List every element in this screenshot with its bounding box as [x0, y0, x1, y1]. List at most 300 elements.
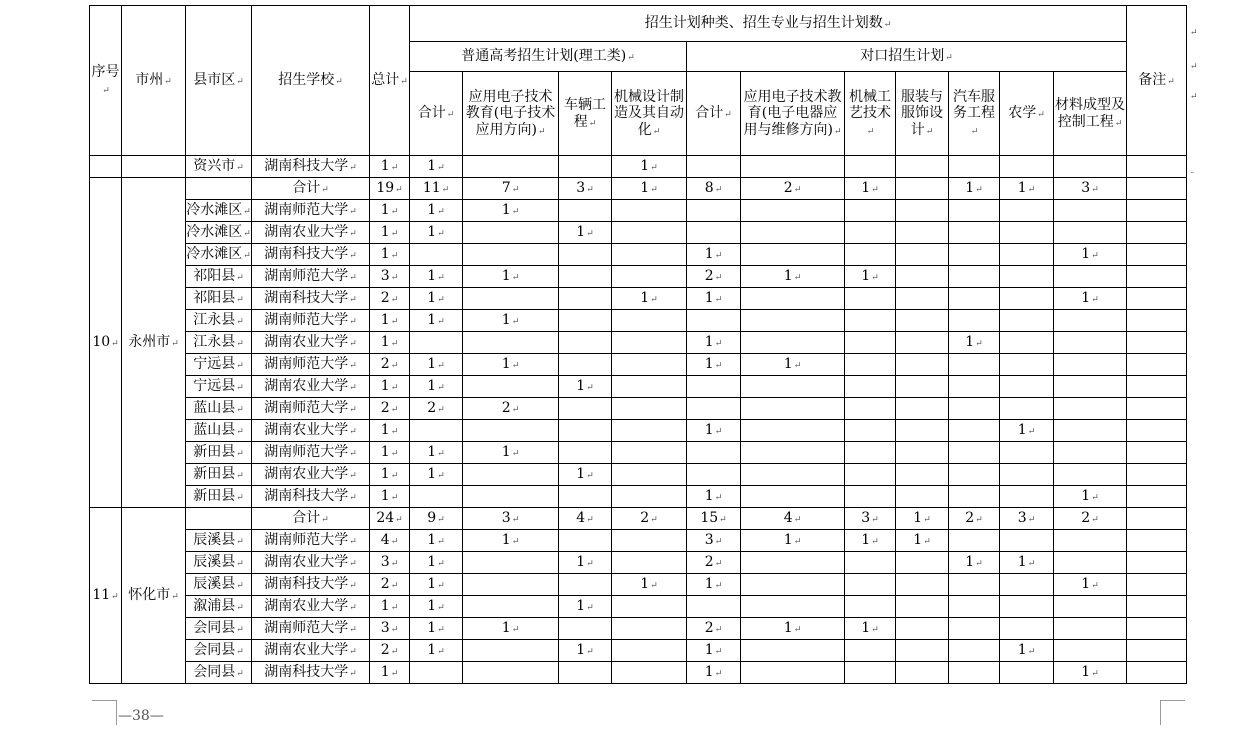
regular-plan-cell	[559, 332, 612, 354]
vocational-plan-cell	[949, 244, 1000, 266]
school-cell: 湖南农业大学 ↵	[252, 596, 370, 618]
table-row	[90, 332, 1187, 354]
vocational-plan-cell	[845, 200, 896, 222]
vocational-plan-cell	[1054, 640, 1127, 662]
vocational-plan-cell: 1 ↵	[687, 420, 741, 442]
vocational-plan-cell	[741, 486, 845, 508]
regular-plan-cell: 1 ↵	[463, 530, 559, 552]
regular-plan-cell: 1 ↵	[410, 442, 463, 464]
vocational-plan-cell	[896, 640, 949, 662]
table-row	[90, 464, 1187, 486]
vocational-plan-cell	[741, 552, 845, 574]
regular-plan-cell: 2 ↵	[463, 398, 559, 420]
vocational-plan-cell	[741, 376, 845, 398]
vocational-plan-cell: 1 ↵	[949, 332, 1000, 354]
regular-plan-cell: 2 ↵	[410, 398, 463, 420]
regular-plan-cell: 1 ↵	[463, 442, 559, 464]
regular-plan-cell: 1 ↵	[463, 618, 559, 640]
regular-plan-cell: 1 ↵	[410, 266, 463, 288]
header-regular-col: 车辆工程 ↵	[559, 72, 612, 156]
subtotal-label: 合计 ↵	[252, 178, 370, 200]
regular-plan-cell: 1 ↵	[410, 596, 463, 618]
vocational-plan-cell: 3 ↵	[1000, 508, 1054, 530]
regular-plan-cell	[612, 332, 687, 354]
regular-plan-cell	[559, 310, 612, 332]
regular-plan-cell: 3 ↵	[559, 178, 612, 200]
vocational-plan-cell: 4 ↵	[741, 508, 845, 530]
regular-plan-cell	[612, 442, 687, 464]
county-cell: 新田县 ↵	[186, 442, 252, 464]
vocational-plan-cell: 1 ↵	[1000, 178, 1054, 200]
county-cell: 会同县 ↵	[186, 618, 252, 640]
vocational-plan-cell	[687, 222, 741, 244]
remark-cell	[1127, 354, 1187, 376]
regular-plan-cell: 1 ↵	[410, 288, 463, 310]
vocational-plan-cell	[1054, 398, 1127, 420]
regular-plan-cell: 1 ↵	[559, 552, 612, 574]
header-index: 序号 ↵	[90, 6, 122, 156]
vocational-plan-cell	[741, 420, 845, 442]
vocational-plan-cell	[1054, 530, 1127, 552]
header-vocational-plan: 对口招生计划 ↵	[687, 42, 1127, 72]
regular-plan-cell	[559, 244, 612, 266]
header-vocational-col: 汽车服务工程 ↵	[949, 72, 1000, 156]
remark-cell	[1127, 178, 1187, 200]
regular-plan-cell: 11 ↵	[410, 178, 463, 200]
county-cell: 宁远县 ↵	[186, 376, 252, 398]
county-cell: 冷水滩区 ↵	[186, 200, 252, 222]
vocational-plan-cell	[1000, 288, 1054, 310]
total-cell: 2 ↵	[370, 288, 410, 310]
header-county: 县市区 ↵	[186, 6, 252, 156]
regular-plan-cell	[410, 332, 463, 354]
regular-plan-cell	[559, 288, 612, 310]
vocational-plan-cell: 1 ↵	[687, 662, 741, 684]
regular-plan-cell: 1 ↵	[410, 464, 463, 486]
vocational-plan-cell: 1 ↵	[1054, 662, 1127, 684]
vocational-plan-cell	[845, 596, 896, 618]
remark-cell	[1127, 552, 1187, 574]
total-cell: 1 ↵	[370, 596, 410, 618]
vocational-plan-cell: 1 ↵	[845, 178, 896, 200]
county-cell: 新田县 ↵	[186, 464, 252, 486]
vocational-plan-cell	[1054, 464, 1127, 486]
table-row	[90, 310, 1187, 332]
vocational-plan-cell	[949, 354, 1000, 376]
vocational-plan-cell	[741, 222, 845, 244]
vocational-plan-cell	[1000, 244, 1054, 266]
vocational-plan-cell	[1000, 574, 1054, 596]
regular-plan-cell: 1 ↵	[559, 376, 612, 398]
vocational-plan-cell	[845, 288, 896, 310]
vocational-plan-cell: 1 ↵	[741, 530, 845, 552]
vocational-plan-cell	[741, 200, 845, 222]
regular-plan-cell	[410, 420, 463, 442]
regular-plan-cell	[463, 464, 559, 486]
vocational-plan-cell	[741, 596, 845, 618]
header-vocational-col: 合计 ↵	[687, 72, 741, 156]
vocational-plan-cell	[1000, 530, 1054, 552]
regular-plan-cell	[612, 530, 687, 552]
table-row	[90, 376, 1187, 398]
vocational-plan-cell	[687, 200, 741, 222]
regular-plan-cell	[559, 618, 612, 640]
remark-cell	[1127, 464, 1187, 486]
regular-plan-cell	[463, 486, 559, 508]
vocational-plan-cell	[949, 574, 1000, 596]
regular-plan-cell	[612, 464, 687, 486]
regular-plan-cell	[559, 420, 612, 442]
vocational-plan-cell	[741, 574, 845, 596]
regular-plan-cell	[612, 244, 687, 266]
vocational-plan-cell: 1 ↵	[687, 574, 741, 596]
vocational-plan-cell	[949, 420, 1000, 442]
vocational-plan-cell	[896, 618, 949, 640]
regular-plan-cell	[612, 200, 687, 222]
vocational-plan-cell	[949, 662, 1000, 684]
vocational-plan-cell	[896, 200, 949, 222]
school-cell: 湖南农业大学 ↵	[252, 640, 370, 662]
vocational-plan-cell	[949, 596, 1000, 618]
table-row	[90, 640, 1187, 662]
vocational-plan-cell	[741, 464, 845, 486]
table-row	[90, 662, 1187, 684]
vocational-plan-cell: 1 ↵	[1054, 288, 1127, 310]
vocational-plan-cell: 1 ↵	[687, 288, 741, 310]
regular-plan-cell: 1 ↵	[410, 354, 463, 376]
vocational-plan-cell: 1 ↵	[1054, 244, 1127, 266]
regular-plan-cell: 1 ↵	[463, 266, 559, 288]
table-row	[90, 618, 1187, 640]
regular-plan-cell: 1 ↵	[612, 178, 687, 200]
vocational-plan-cell: 1 ↵	[1000, 420, 1054, 442]
regular-plan-cell	[463, 222, 559, 244]
vocational-plan-cell	[1000, 310, 1054, 332]
vocational-plan-cell	[896, 552, 949, 574]
city-cell	[122, 156, 186, 178]
vocational-plan-cell: 1 ↵	[896, 530, 949, 552]
regular-plan-cell: 9 ↵	[410, 508, 463, 530]
vocational-plan-cell	[896, 574, 949, 596]
vocational-plan-cell	[949, 486, 1000, 508]
vocational-plan-cell: 1 ↵	[687, 486, 741, 508]
vocational-plan-cell	[1054, 376, 1127, 398]
vocational-plan-cell: 15 ↵	[687, 508, 741, 530]
vocational-plan-cell	[896, 442, 949, 464]
vocational-plan-cell	[896, 662, 949, 684]
vocational-plan-cell	[741, 288, 845, 310]
remark-cell	[1127, 376, 1187, 398]
vocational-plan-cell	[1000, 618, 1054, 640]
remark-cell	[1127, 442, 1187, 464]
vocational-plan-cell	[896, 464, 949, 486]
vocational-plan-cell	[949, 200, 1000, 222]
table-row	[90, 200, 1187, 222]
regular-plan-cell	[559, 662, 612, 684]
county-cell: 溆浦县 ↵	[186, 596, 252, 618]
table-row	[90, 244, 1187, 266]
vocational-plan-cell: 1 ↵	[741, 354, 845, 376]
remark-cell	[1127, 574, 1187, 596]
header-regular-plan: 普通高考招生计划(理工类) ↵	[410, 42, 687, 72]
table-row	[90, 420, 1187, 442]
vocational-plan-cell	[687, 596, 741, 618]
vocational-plan-cell: 3 ↵	[845, 508, 896, 530]
page-number: —38—	[118, 708, 164, 724]
vocational-plan-cell	[687, 442, 741, 464]
total-cell: 1 ↵	[370, 442, 410, 464]
header-total: 总计 ↵	[370, 6, 410, 156]
vocational-plan-cell: 2 ↵	[687, 618, 741, 640]
regular-plan-cell: 1 ↵	[410, 530, 463, 552]
remark-cell	[1127, 596, 1187, 618]
school-cell: 湖南师范大学 ↵	[252, 266, 370, 288]
regular-plan-cell	[463, 244, 559, 266]
regular-plan-cell	[612, 640, 687, 662]
index-cell: 10 ↵	[90, 178, 122, 508]
total-cell: 3 ↵	[370, 266, 410, 288]
vocational-plan-cell: 1 ↵	[1054, 574, 1127, 596]
vocational-plan-cell: 1 ↵	[687, 332, 741, 354]
vocational-plan-cell	[1054, 596, 1127, 618]
vocational-plan-cell	[1054, 552, 1127, 574]
vocational-plan-cell: 2 ↵	[1054, 508, 1127, 530]
regular-plan-cell: 1 ↵	[463, 200, 559, 222]
total-cell: 1 ↵	[370, 244, 410, 266]
vocational-plan-cell	[845, 464, 896, 486]
vocational-plan-cell	[845, 332, 896, 354]
vocational-plan-cell: 3 ↵	[687, 530, 741, 552]
vocational-plan-cell	[845, 376, 896, 398]
subtotal-county-cell	[186, 508, 252, 530]
subtotal-row	[90, 178, 1187, 200]
vocational-plan-cell	[1000, 200, 1054, 222]
county-cell: 辰溪县 ↵	[186, 530, 252, 552]
vocational-plan-cell	[845, 640, 896, 662]
header-plan-types: 招生计划种类、招生专业与招生计划数 ↵	[410, 6, 1127, 42]
regular-plan-cell	[463, 332, 559, 354]
vocational-plan-cell	[949, 398, 1000, 420]
county-cell: 江永县 ↵	[186, 310, 252, 332]
vocational-plan-cell	[949, 288, 1000, 310]
total-cell: 1 ↵	[370, 200, 410, 222]
vocational-plan-cell	[1000, 442, 1054, 464]
city-cell: 怀化市 ↵	[122, 508, 186, 684]
vocational-plan-cell	[687, 310, 741, 332]
school-cell: 湖南师范大学 ↵	[252, 310, 370, 332]
total-cell: 1 ↵	[370, 486, 410, 508]
county-cell: 资兴市 ↵	[186, 156, 252, 178]
vocational-plan-cell	[1054, 442, 1127, 464]
total-cell: 1 ↵	[370, 156, 410, 178]
vocational-plan-cell	[949, 266, 1000, 288]
vocational-plan-cell	[687, 464, 741, 486]
regular-plan-cell	[559, 574, 612, 596]
vocational-plan-cell: 2 ↵	[687, 266, 741, 288]
school-cell: 湖南农业大学 ↵	[252, 420, 370, 442]
vocational-plan-cell	[1054, 332, 1127, 354]
city-cell: 永州市 ↵	[122, 178, 186, 508]
regular-plan-cell	[612, 552, 687, 574]
remark-cell	[1127, 662, 1187, 684]
regular-plan-cell	[410, 244, 463, 266]
vocational-plan-cell	[1000, 596, 1054, 618]
total-cell: 3 ↵	[370, 618, 410, 640]
total-cell: 4 ↵	[370, 530, 410, 552]
regular-plan-cell: 1 ↵	[410, 310, 463, 332]
school-cell: 湖南农业大学 ↵	[252, 332, 370, 354]
vocational-plan-cell: 2 ↵	[741, 178, 845, 200]
vocational-plan-cell	[949, 376, 1000, 398]
vocational-plan-cell	[949, 156, 1000, 178]
vocational-plan-cell	[845, 486, 896, 508]
regular-plan-cell	[612, 222, 687, 244]
vocational-plan-cell	[1054, 310, 1127, 332]
vocational-plan-cell	[741, 310, 845, 332]
regular-plan-cell	[612, 398, 687, 420]
remark-cell	[1127, 530, 1187, 552]
header-city: 市州 ↵	[122, 6, 186, 156]
vocational-plan-cell	[1000, 662, 1054, 684]
vocational-plan-cell	[845, 310, 896, 332]
vocational-plan-cell	[741, 442, 845, 464]
county-cell: 祁阳县 ↵	[186, 266, 252, 288]
regular-plan-cell	[463, 288, 559, 310]
total-cell: 1 ↵	[370, 420, 410, 442]
county-cell: 宁远县 ↵	[186, 354, 252, 376]
regular-plan-cell	[612, 266, 687, 288]
regular-plan-cell: 1 ↵	[410, 574, 463, 596]
total-cell: 3 ↵	[370, 552, 410, 574]
regular-plan-cell: 1 ↵	[612, 574, 687, 596]
vocational-plan-cell	[741, 244, 845, 266]
county-cell: 蓝山县 ↵	[186, 420, 252, 442]
regular-plan-cell: 1 ↵	[559, 222, 612, 244]
table-row	[90, 552, 1187, 574]
vocational-plan-cell	[1000, 376, 1054, 398]
header-vocational-col: 应用电子技术教育(电子电器应用与维修方向) ↵	[741, 72, 845, 156]
index-cell	[90, 156, 122, 178]
vocational-plan-cell	[949, 618, 1000, 640]
regular-plan-cell: 1 ↵	[612, 288, 687, 310]
vocational-plan-cell	[1000, 398, 1054, 420]
regular-plan-cell	[559, 266, 612, 288]
vocational-plan-cell	[896, 420, 949, 442]
vocational-plan-cell	[845, 398, 896, 420]
remark-cell	[1127, 420, 1187, 442]
county-cell: 祁阳县 ↵	[186, 288, 252, 310]
vocational-plan-cell: 2 ↵	[949, 508, 1000, 530]
vocational-plan-cell: 1 ↵	[687, 354, 741, 376]
table-row	[90, 354, 1187, 376]
regular-plan-cell: 1 ↵	[410, 640, 463, 662]
school-cell: 湖南科技大学 ↵	[252, 288, 370, 310]
vocational-plan-cell	[1054, 200, 1127, 222]
total-cell: 1 ↵	[370, 332, 410, 354]
school-cell: 湖南农业大学 ↵	[252, 376, 370, 398]
regular-plan-cell	[463, 156, 559, 178]
vocational-plan-cell	[741, 332, 845, 354]
regular-plan-cell: 7 ↵	[463, 178, 559, 200]
vocational-plan-cell	[1054, 156, 1127, 178]
remark-cell	[1127, 310, 1187, 332]
regular-plan-cell	[463, 640, 559, 662]
vocational-plan-cell	[741, 156, 845, 178]
header-school: 招生学校 ↵	[252, 6, 370, 156]
header-regular-col: 机械设计制造及其自动化 ↵	[612, 72, 687, 156]
vocational-plan-cell	[1054, 618, 1127, 640]
vocational-plan-cell	[741, 662, 845, 684]
vocational-plan-cell	[949, 640, 1000, 662]
school-cell: 湖南科技大学 ↵	[252, 486, 370, 508]
table-row	[90, 398, 1187, 420]
vocational-plan-cell	[845, 552, 896, 574]
table-row	[90, 574, 1187, 596]
total-cell: 19 ↵	[370, 178, 410, 200]
subtotal-label: 合计 ↵	[252, 508, 370, 530]
vocational-plan-cell	[687, 156, 741, 178]
remark-cell	[1127, 332, 1187, 354]
table-row	[90, 288, 1187, 310]
total-cell: 1 ↵	[370, 310, 410, 332]
regular-plan-cell: 1 ↵	[559, 464, 612, 486]
vocational-plan-cell	[896, 398, 949, 420]
vocational-plan-cell	[896, 266, 949, 288]
total-cell: 1 ↵	[370, 376, 410, 398]
vocational-plan-cell	[896, 596, 949, 618]
vocational-plan-cell	[949, 442, 1000, 464]
vocational-plan-cell	[845, 354, 896, 376]
vocational-plan-cell	[896, 354, 949, 376]
vocational-plan-cell	[1000, 464, 1054, 486]
total-cell: 1 ↵	[370, 662, 410, 684]
regular-plan-cell: 4 ↵	[559, 508, 612, 530]
regular-plan-cell	[559, 200, 612, 222]
header-vocational-col: 服装与服饰设计 ↵	[896, 72, 949, 156]
vocational-plan-cell: 2 ↵	[687, 552, 741, 574]
vocational-plan-cell	[1054, 222, 1127, 244]
vocational-plan-cell: 1 ↵	[687, 244, 741, 266]
index-cell: 11 ↵	[90, 508, 122, 684]
crop-mark-left	[92, 700, 117, 725]
vocational-plan-cell	[741, 640, 845, 662]
vocational-plan-cell	[845, 442, 896, 464]
vocational-plan-cell: 1 ↵	[687, 640, 741, 662]
regular-plan-cell	[559, 354, 612, 376]
enrollment-plan-table	[89, 5, 1187, 684]
vocational-plan-cell	[896, 486, 949, 508]
total-cell: 2 ↵	[370, 354, 410, 376]
vocational-plan-cell	[896, 156, 949, 178]
table-row	[90, 266, 1187, 288]
regular-plan-cell: 1 ↵	[559, 640, 612, 662]
county-cell: 会同县 ↵	[186, 640, 252, 662]
vocational-plan-cell	[845, 244, 896, 266]
remark-cell	[1127, 640, 1187, 662]
vocational-plan-cell	[949, 222, 1000, 244]
regular-plan-cell	[559, 486, 612, 508]
regular-plan-cell	[559, 442, 612, 464]
school-cell: 湖南师范大学 ↵	[252, 530, 370, 552]
regular-plan-cell: 1 ↵	[463, 354, 559, 376]
regular-plan-cell	[410, 486, 463, 508]
regular-plan-cell: 3 ↵	[463, 508, 559, 530]
regular-plan-cell	[463, 574, 559, 596]
vocational-plan-cell: 1 ↵	[845, 618, 896, 640]
vocational-plan-cell	[741, 398, 845, 420]
vocational-plan-cell	[1000, 332, 1054, 354]
county-cell: 冷水滩区 ↵	[186, 222, 252, 244]
